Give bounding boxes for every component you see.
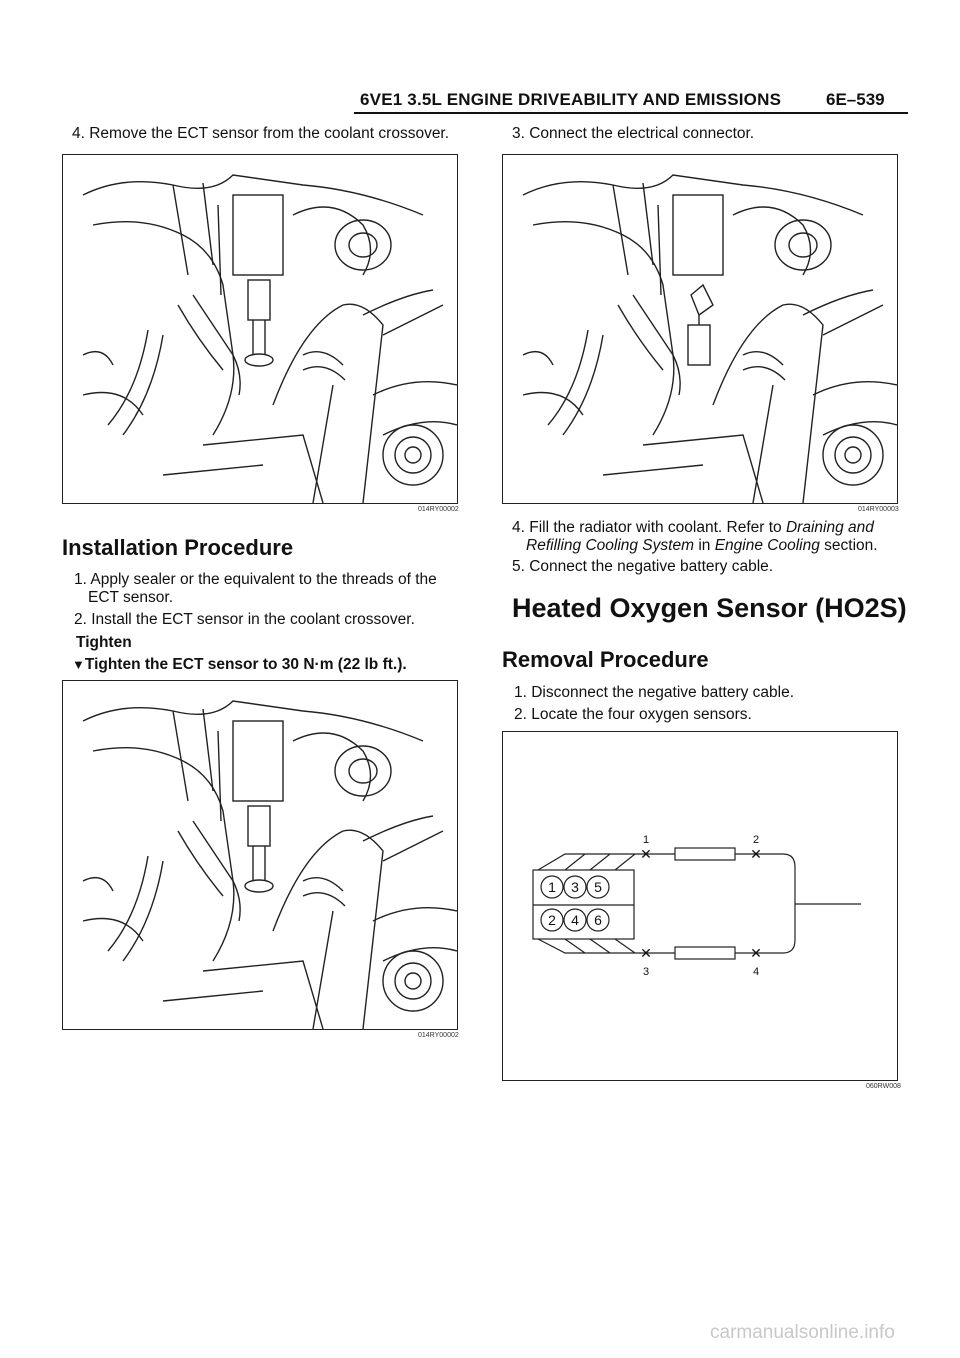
figure-connect-connector [502, 154, 898, 504]
removal-procedure-heading: Removal Procedure [502, 647, 709, 672]
step-connect-battery: 5. Connect the negative battery cable. [512, 558, 774, 575]
step4-text: 4. Fill the radiator with coolant. Refer to [512, 519, 782, 536]
figure-ect-sensor-removal [62, 154, 458, 504]
sensor-location-diagram [503, 732, 897, 1080]
install-step-1: 1. Apply sealer or the equivalent to the threads of the [74, 571, 437, 588]
sensor-label-2: 2 [752, 834, 760, 846]
lower-catalytic-converter [675, 947, 735, 959]
upper-catalytic-converter [675, 848, 735, 860]
cylinder-label: 5 [594, 879, 602, 895]
ho2s-section-heading: Heated Oxygen Sensor (HO2S) [512, 593, 907, 623]
watermark[interactable]: carmanualsonline.info [710, 1322, 895, 1343]
torque-arrow-icon: ▼ [72, 657, 85, 672]
step4-reference: Draining and [785, 519, 874, 536]
running-header-title: 6VE1 3.5L ENGINE DRIVEABILITY AND EMISSIONS [360, 90, 782, 109]
sensor-marker-icon: ✕ [640, 946, 652, 962]
step-connect-connector: 3. Connect the electrical connector. [512, 125, 755, 142]
step4-text: in [698, 537, 711, 554]
figure-code: 014RY00003 [858, 506, 899, 513]
step-fill-radiator [512, 518, 902, 537]
installation-procedure-heading: Installation Procedure [62, 535, 294, 560]
engine-illustration [503, 155, 897, 503]
sensor-label-4: 4 [752, 966, 760, 978]
step4-reference: Engine Cooling [714, 537, 820, 554]
tighten-spec [72, 655, 407, 674]
engine-illustration [63, 155, 457, 503]
figure-oxygen-sensor-locations [502, 731, 898, 1081]
figure-code: 014RY00002 [418, 1032, 459, 1039]
figure-code: 014RY00002 [418, 506, 459, 513]
cylinder-label: 2 [548, 912, 556, 928]
sensor-label-1: 1 [642, 834, 650, 846]
step-fill-radiator-cont [526, 536, 906, 555]
engine-illustration [63, 681, 457, 1029]
sensor-label-3: 3 [642, 966, 650, 978]
page-number: 6E–539 [826, 90, 885, 109]
header-rule [354, 112, 908, 114]
cylinder-label: 6 [594, 912, 602, 928]
figure-code: 060RW008 [866, 1083, 901, 1090]
upper-exhaust-manifold [538, 854, 643, 870]
install-step-1-cont: ECT sensor. [88, 589, 174, 606]
figure-ect-sensor-install [62, 680, 458, 1030]
y-pipe [783, 854, 795, 953]
step4-text: section. [824, 537, 878, 554]
removal-step-1: 1. Disconnect the negative battery cable. [514, 684, 795, 701]
step-remove-ect-sensor: 4. Remove the ECT sensor from the coolant crossover. [72, 125, 450, 142]
cylinder-label: 4 [571, 912, 579, 928]
tighten-label: Tighten [76, 634, 132, 651]
sensor-marker-icon: ✕ [750, 847, 762, 863]
removal-step-2: 2. Locate the four oxygen sensors. [514, 706, 752, 723]
install-step-2: 2. Install the ECT sensor in the coolant crossover. [74, 611, 415, 628]
sensor-marker-icon: ✕ [640, 847, 652, 863]
cylinder-label: 1 [548, 879, 556, 895]
cylinder-label: 3 [571, 879, 579, 895]
tighten-spec-text: Tighten the ECT sensor to 30 N·m (22 lb ft.). [84, 656, 407, 673]
lower-exhaust-manifold [538, 939, 643, 953]
step4-reference: Refilling Cooling System [526, 537, 694, 554]
sensor-marker-icon: ✕ [750, 946, 762, 962]
